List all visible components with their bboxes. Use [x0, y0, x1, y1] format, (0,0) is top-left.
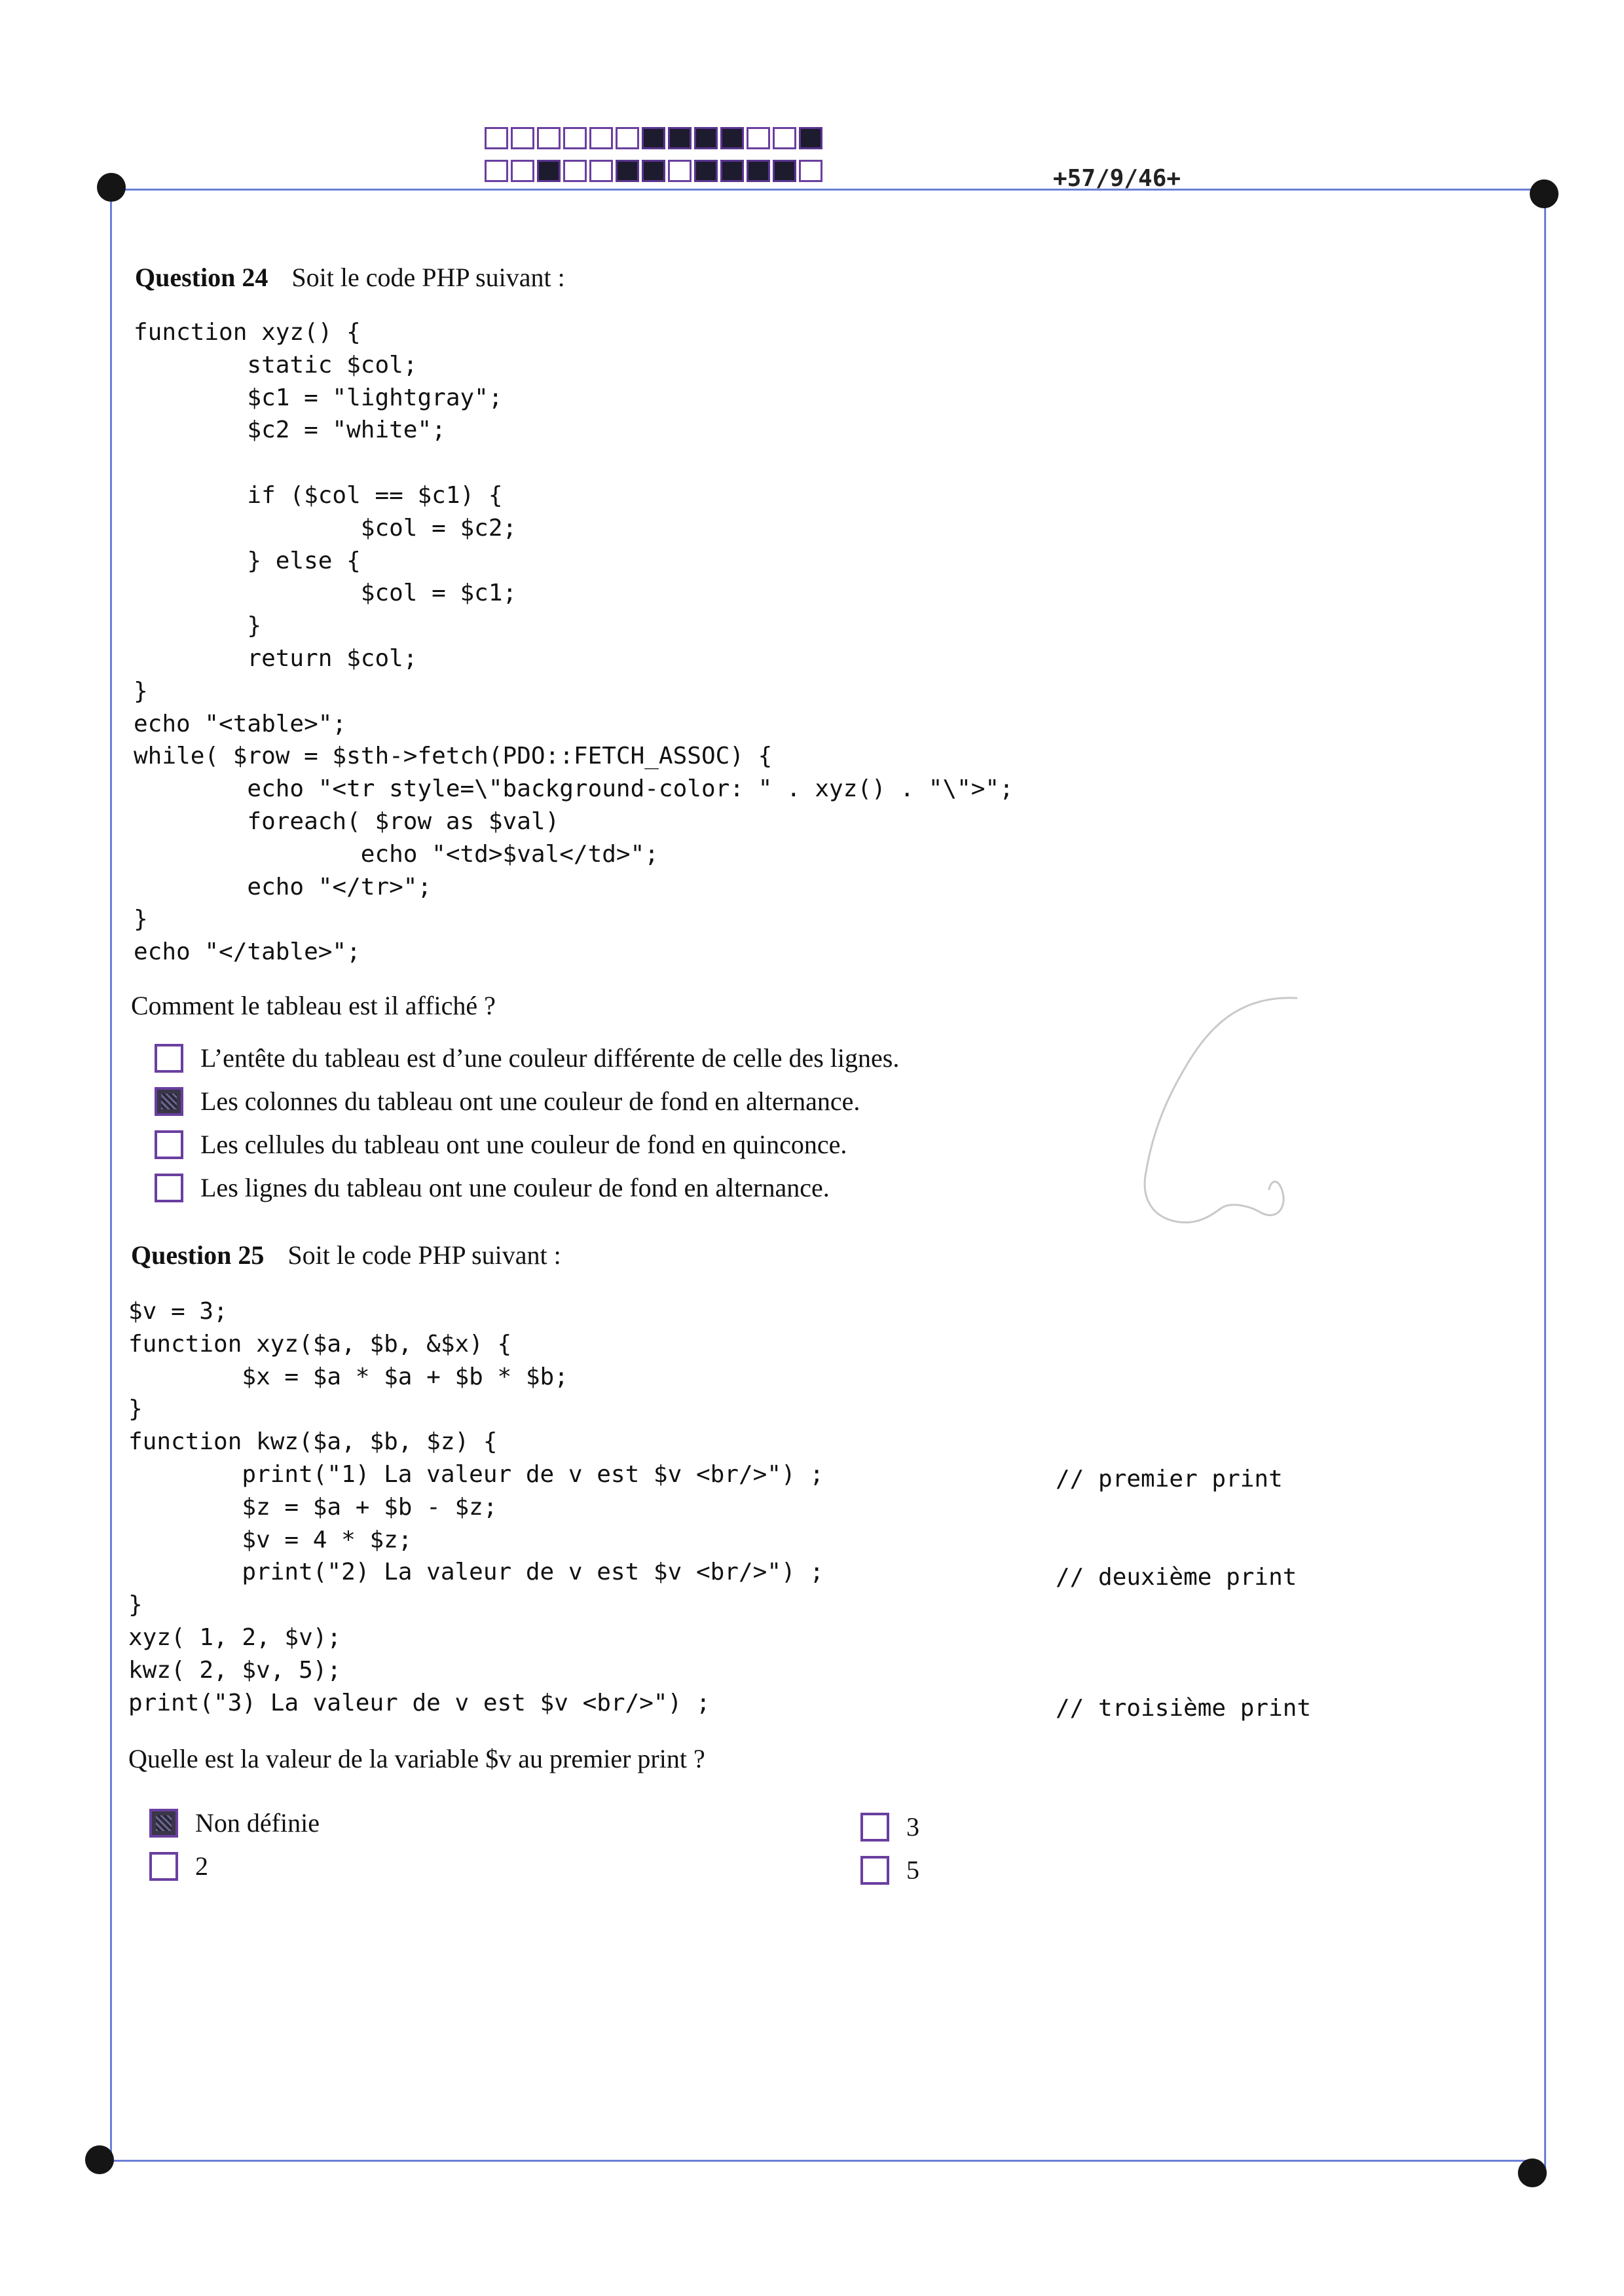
- question-24-number: Question 24: [135, 263, 268, 292]
- corner-mark-bottom-left: [85, 2145, 114, 2174]
- frame-bottom-line: [98, 2160, 1536, 2162]
- q24-option-1-checkbox[interactable]: [155, 1044, 183, 1073]
- barcode-cell: [511, 127, 534, 149]
- q24-option-3-checkbox[interactable]: [155, 1130, 183, 1159]
- frame-left-line: [110, 190, 112, 2160]
- barcode-cell: [747, 127, 770, 149]
- question-25-code: $v = 3; function xyz($a, $b, &$x) { $x = $a * $a + $b * $b; } function kwz($a, $b, $z) { print("1) La valeur de v est $v <br/>") ; $z = $a + $b - $z; $v = 4 * $z; print("2) La valeur de v est $v <br/>") ; } xyz( 1, 2, $v); kwz( 2, $v, 5); print("3) La valeur de v est $v <br/>") ;: [128, 1298, 824, 1716]
- question-25-number: Question 25: [131, 1240, 265, 1270]
- question-24-title: [135, 262, 565, 293]
- question-24-prompt: Comment le tableau est il affiché ?: [131, 991, 496, 1020]
- barcode-row-1: [485, 127, 822, 149]
- q24-option-4-checkbox[interactable]: [155, 1174, 183, 1202]
- q24-option-2-label: Les colonnes du tableau ont une couleur de fond en alternance.: [200, 1086, 860, 1116]
- corner-mark-top-right: [1530, 179, 1559, 208]
- comment-deuxieme-print: // deuxième print: [1056, 1564, 1297, 1591]
- barcode-cell: [668, 160, 692, 182]
- barcode-cell: [537, 127, 561, 149]
- barcode-cell: [485, 160, 508, 182]
- q25-option-1[interactable]: [149, 1807, 320, 1838]
- q24-option-3-label: Les cellules du tableau ont une couleur de fond en quinconce.: [200, 1130, 847, 1159]
- pencil-scribble: [1100, 982, 1310, 1244]
- barcode-cell: [799, 160, 822, 182]
- q24-option-4[interactable]: [155, 1172, 830, 1203]
- q25-option-2[interactable]: [149, 1851, 208, 1881]
- question-24-intro: Soit le code PHP suivant :: [291, 263, 565, 292]
- q25-option-3-label: 3: [906, 1812, 919, 1842]
- question-25-intro: Soit le code PHP suivant :: [287, 1240, 561, 1270]
- barcode-cell: [642, 160, 665, 182]
- q24-option-2[interactable]: [155, 1086, 860, 1117]
- barcode-cell: [720, 127, 744, 149]
- barcode-cell: [694, 127, 718, 149]
- barcode-cell: [773, 160, 796, 182]
- barcode-cell: [616, 160, 639, 182]
- q25-option-2-label: 2: [195, 1851, 208, 1881]
- q24-option-1-label: L’entête du tableau est d’une couleur différente de celle des lignes.: [200, 1043, 900, 1073]
- comment-troisieme-print: // troisième print: [1056, 1695, 1312, 1722]
- barcode-cell: [799, 127, 822, 149]
- corner-mark-bottom-right: [1518, 2158, 1547, 2187]
- barcode-cell: [589, 127, 613, 149]
- q25-option-4[interactable]: [860, 1855, 919, 1885]
- q24-option-1[interactable]: [155, 1043, 899, 1073]
- barcode-row-2: [485, 160, 822, 182]
- q24-option-4-label: Les lignes du tableau ont une couleur de fond en alternance.: [200, 1173, 830, 1202]
- q25-option-3-checkbox[interactable]: [860, 1813, 889, 1842]
- barcode-cell: [563, 127, 587, 149]
- barcode-cell: [668, 127, 692, 149]
- barcode-cell: [485, 127, 508, 149]
- barcode-cell: [747, 160, 770, 182]
- barcode-cell: [589, 160, 613, 182]
- barcode-cell: [642, 127, 665, 149]
- barcode-cell: [511, 160, 534, 182]
- barcode-cell: [563, 160, 587, 182]
- barcode-cell: [537, 160, 561, 182]
- frame-right-line: [1544, 194, 1546, 2172]
- question-25-prompt: Quelle est la valeur de la variable $v au premier print ?: [128, 1744, 705, 1773]
- page-id: +57/9/46+: [1053, 165, 1181, 192]
- barcode-cell: [694, 160, 718, 182]
- q25-option-4-checkbox[interactable]: [860, 1856, 889, 1885]
- q25-option-4-label: 5: [906, 1855, 919, 1885]
- question-24-code: function xyz() { static $col; $c1 = "lightgray"; $c2 = "white"; if ($col == $c1) { $col = $c2; } else { $col = $c1; } return $col; } echo "<table>"; while( $row = $sth->fetch(PDO::FETCH_ASSOC) { echo "<tr style=\"background-color: " . xyz() . "\">"; foreach( $row as $val) echo "<td>$val</td>"; echo "</tr>"; } echo "</table>";: [134, 319, 1014, 966]
- comment-premier-print: // premier print: [1056, 1466, 1283, 1492]
- q24-option-2-checkbox[interactable]: [155, 1087, 183, 1116]
- q25-option-1-label: Non définie: [195, 1808, 320, 1838]
- q24-option-3[interactable]: [155, 1129, 847, 1160]
- barcode-cell: [616, 127, 639, 149]
- question-25-title: [131, 1240, 561, 1270]
- q25-option-3[interactable]: [860, 1811, 919, 1842]
- barcode-cell: [773, 127, 796, 149]
- barcode-cell: [720, 160, 744, 182]
- frame-top-line: [111, 189, 1545, 191]
- corner-mark-top-left: [97, 173, 126, 202]
- q25-option-2-checkbox[interactable]: [149, 1852, 178, 1881]
- q25-option-1-checkbox[interactable]: [149, 1809, 178, 1838]
